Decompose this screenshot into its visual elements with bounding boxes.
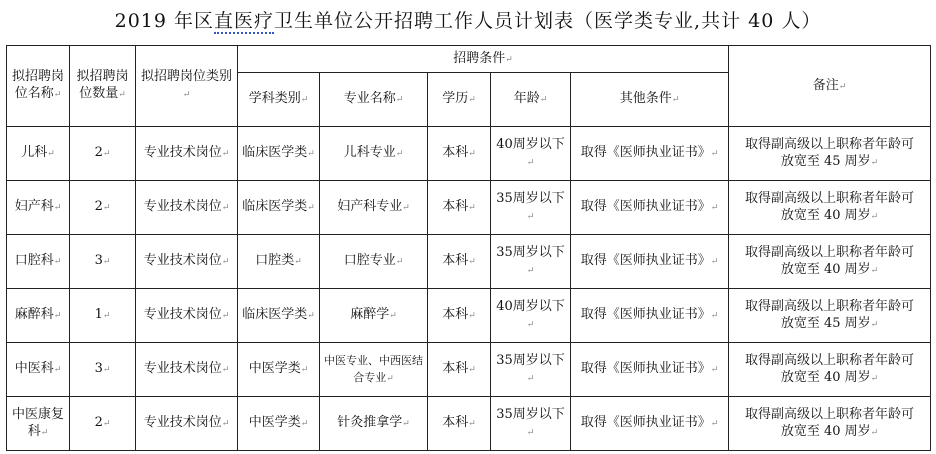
table-row (7, 289, 931, 343)
cell-major: 妇产科专业↵ (320, 181, 428, 235)
cell-education: 本科↵ (428, 127, 491, 181)
header-remarks: 备注↵ (729, 46, 931, 127)
cell-other: 取得《医师执业证书》↵ (571, 343, 729, 397)
cell-post-category: 专业技术岗位↵ (136, 181, 238, 235)
cell-discipline: 临床医学类↵ (238, 289, 320, 343)
cell-education: 本科↵ (428, 235, 491, 289)
cell-other: 取得《医师执业证书》↵ (571, 289, 729, 343)
document-title (0, 6, 936, 36)
table-row (7, 397, 931, 451)
cell-remarks: 取得副高级以上职称者年龄可 放宽至 45 周岁↵ (729, 127, 931, 181)
cell-age: 40周岁以下↵ (491, 289, 571, 343)
table-row (7, 235, 931, 289)
header-post-category: 拟招聘岗位类别↵ (136, 46, 238, 127)
cell-age: 35周岁以下↵ (491, 235, 571, 289)
cell-discipline: 中医学类↵ (238, 397, 320, 451)
table-row (7, 181, 931, 235)
header-education: 学历↵ (428, 73, 491, 127)
cell-post-count: 2↵ (70, 181, 136, 235)
header-post-count: 拟招聘岗位数量↵ (70, 46, 136, 127)
cell-discipline: 中医学类↵ (238, 343, 320, 397)
cell-post-name: 妇产科↵ (7, 181, 70, 235)
cell-major: 儿科专业↵ (320, 127, 428, 181)
cell-other: 取得《医师执业证书》↵ (571, 181, 729, 235)
cell-age: 40周岁以下↵ (491, 127, 571, 181)
cell-education: 本科↵ (428, 397, 491, 451)
header-age: 年龄↵ (491, 73, 571, 127)
cell-age: 35周岁以下↵ (491, 343, 571, 397)
cell-other: 取得《医师执业证书》↵ (571, 127, 729, 181)
cell-post-category: 专业技术岗位↵ (136, 127, 238, 181)
cell-discipline: 临床医学类↵ (238, 127, 320, 181)
header-major: 专业名称↵ (320, 73, 428, 127)
title-underlined-text: 直医疗 (214, 10, 275, 32)
cell-post-name: 麻醉科↵ (7, 289, 70, 343)
cell-post-category: 专业技术岗位↵ (136, 343, 238, 397)
cell-discipline: 口腔类↵ (238, 235, 320, 289)
cell-age: 35周岁以下↵ (491, 397, 571, 451)
cell-education: 本科↵ (428, 181, 491, 235)
cell-post-count: 2↵ (70, 127, 136, 181)
cell-post-count: 2↵ (70, 397, 136, 451)
cell-post-name: 中医康复科↵ (7, 397, 70, 451)
title-prefix: 2019 年区 (114, 10, 215, 32)
cell-major: 针灸推拿学↵ (320, 397, 428, 451)
cell-post-name: 口腔科↵ (7, 235, 70, 289)
cell-remarks: 取得副高级以上职称者年龄可 放宽至 45 周岁↵ (729, 289, 931, 343)
table-row (7, 343, 931, 397)
cell-education: 本科↵ (428, 343, 491, 397)
cell-remarks: 取得副高级以上职称者年龄可 放宽至 40 周岁↵ (729, 343, 931, 397)
cell-post-count: 3↵ (70, 235, 136, 289)
cell-post-count: 1↵ (70, 289, 136, 343)
cell-post-count: 3↵ (70, 343, 136, 397)
title-suffix: 卫生单位公开招聘工作人员计划表（医学类专业,共计 40 人） (274, 10, 822, 32)
cell-post-name: 中医科↵ (7, 343, 70, 397)
table-row (7, 127, 931, 181)
cell-post-category: 专业技术岗位↵ (136, 235, 238, 289)
recruitment-plan-table (6, 45, 931, 451)
cell-post-name: 儿科↵ (7, 127, 70, 181)
header-discipline: 学科类别↵ (238, 73, 320, 127)
header-post-name: 拟招聘岗位名称↵ (7, 46, 70, 127)
header-conditions-group: 招聘条件↵ (238, 46, 729, 73)
cell-major: 口腔专业↵ (320, 235, 428, 289)
cell-major: 麻醉学↵ (320, 289, 428, 343)
cell-remarks: 取得副高级以上职称者年龄可 放宽至 40 周岁↵ (729, 181, 931, 235)
cell-post-category: 专业技术岗位↵ (136, 397, 238, 451)
cell-other: 取得《医师执业证书》↵ (571, 235, 729, 289)
cell-education: 本科↵ (428, 289, 491, 343)
header-other: 其他条件↵ (571, 73, 729, 127)
cell-major: 中医专业、中西医结合专业↵ (320, 343, 428, 397)
cell-remarks: 取得副高级以上职称者年龄可 放宽至 40 周岁↵ (729, 235, 931, 289)
cell-other: 取得《医师执业证书》↵ (571, 397, 729, 451)
cell-age: 35周岁以下↵ (491, 181, 571, 235)
cell-discipline: 临床医学类↵ (238, 181, 320, 235)
cell-remarks: 取得副高级以上职称者年龄可 放宽至 40 周岁↵ (729, 397, 931, 451)
cell-post-category: 专业技术岗位↵ (136, 289, 238, 343)
